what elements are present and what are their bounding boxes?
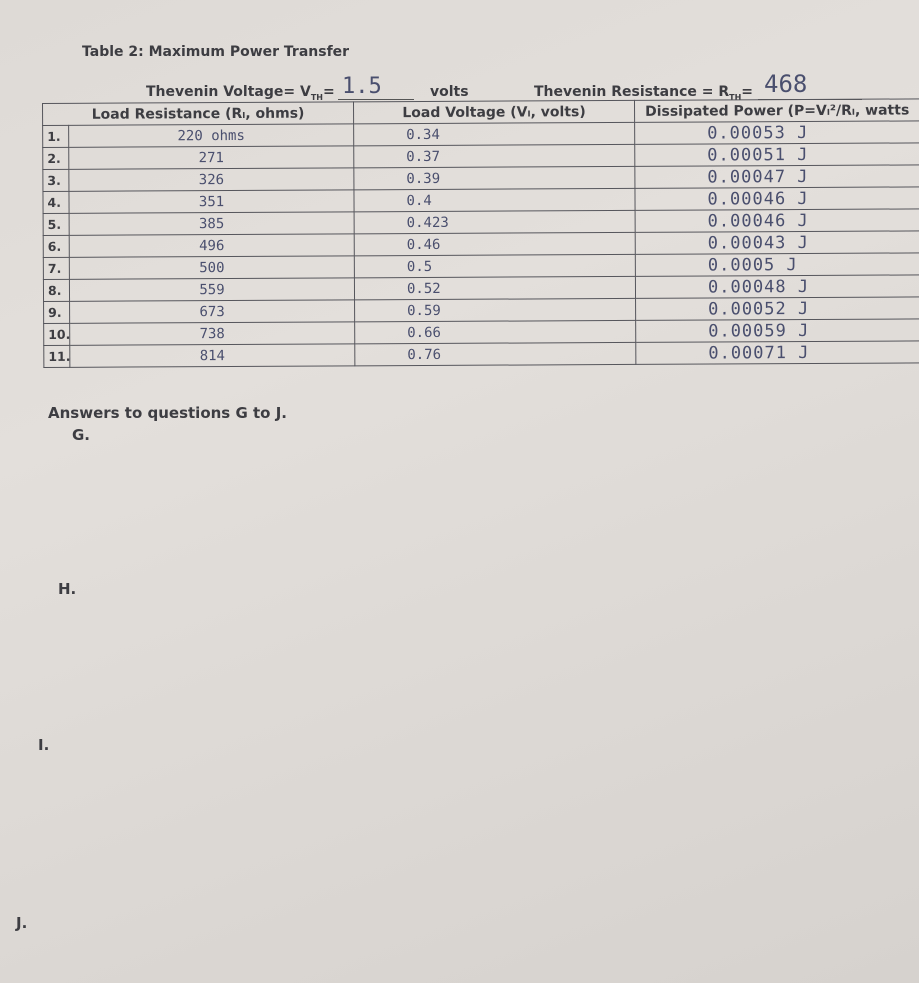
max-power-table <box>42 98 919 376</box>
row-number: 9. <box>44 301 70 323</box>
load-resistance-cell: 814 <box>70 344 355 367</box>
header-dissipated-power: Dissipated Power (P=Vₗ²/Rₗ, watts <box>634 99 919 123</box>
load-resistance-cell: 326 <box>69 168 354 191</box>
load-voltage-cell: 0.4 <box>354 188 635 211</box>
load-voltage-cell: 0.423 <box>354 210 635 233</box>
dissipated-power-cell: 0.00047 J <box>635 165 919 189</box>
load-resistance-cell: 496 <box>69 234 354 257</box>
thevenin-resistance-value: 468 <box>764 70 808 98</box>
load-voltage-cell: 0.34 <box>354 122 635 145</box>
load-resistance-cell: 673 <box>70 300 355 323</box>
dissipated-power-cell: 0.00051 J <box>635 143 919 167</box>
load-voltage-cell: 0.39 <box>354 166 635 189</box>
row-number: 6. <box>43 235 69 257</box>
dissipated-power-cell: 0.00052 J <box>636 297 919 321</box>
row-number: 5. <box>43 213 69 235</box>
load-voltage-cell: 0.66 <box>355 320 636 343</box>
load-resistance-cell: 500 <box>69 256 354 279</box>
volts-unit-label: volts <box>430 84 469 100</box>
dissipated-power-cell: 0.00046 J <box>635 209 919 233</box>
header-load-voltage: Load Voltage (Vₗ, volts) <box>353 100 634 123</box>
thevenin-voltage-value: 1.5 <box>342 74 382 99</box>
thevenin-voltage-label: Thevenin Voltage= $V_{TH}=$ <box>146 84 335 102</box>
load-resistance-cell: 220 ohms <box>69 124 354 147</box>
load-voltage-cell: 0.37 <box>354 144 635 167</box>
load-resistance-cell: 385 <box>69 212 354 235</box>
row-number: 1. <box>43 125 69 147</box>
load-voltage-cell: 0.46 <box>354 232 635 255</box>
load-voltage-cell: 0.59 <box>355 298 636 321</box>
thevenin-voltage-blank-line <box>338 99 414 100</box>
question-h-label: H. <box>58 580 77 598</box>
row-number: 3. <box>43 169 69 191</box>
dissipated-power-cell: 0.00046 J <box>635 187 919 211</box>
load-voltage-cell: 0.52 <box>354 276 635 299</box>
row-number: 8. <box>43 279 69 301</box>
question-g-label: G. <box>72 426 91 444</box>
row-number: 11. <box>44 345 70 367</box>
header-load-resistance: Load Resistance (Rₗ, ohms) <box>43 102 354 126</box>
load-voltage-cell: 0.76 <box>355 342 636 365</box>
load-resistance-cell: 351 <box>69 190 354 213</box>
dissipated-power-cell: 0.0005 J <box>635 253 919 277</box>
question-j-label: J. <box>16 914 28 932</box>
row-number: 4. <box>43 191 69 213</box>
load-voltage-cell: 0.5 <box>354 254 635 277</box>
question-i-label: I. <box>38 736 50 754</box>
thevenin-resistance-label: Thevenin Resistance = $R_{TH}=$ <box>534 84 754 102</box>
dissipated-power-cell: 0.00043 J <box>635 231 919 255</box>
dissipated-power-cell: 0.00071 J <box>636 341 919 365</box>
dissipated-power-cell: 0.00059 J <box>636 319 919 343</box>
row-number: 2. <box>43 147 69 169</box>
row-number: 7. <box>43 257 69 279</box>
table-row <box>44 341 919 368</box>
load-resistance-cell: 559 <box>69 278 354 301</box>
answers-heading: Answers to questions G to J. <box>48 404 287 422</box>
dissipated-power-cell: 0.00053 J <box>635 121 919 145</box>
row-number: 10. <box>44 323 70 345</box>
load-resistance-cell: 738 <box>70 322 355 345</box>
load-resistance-cell: 271 <box>69 146 354 169</box>
dissipated-power-cell: 0.00048 J <box>635 275 919 299</box>
table-title: Table 2: Maximum Power Transfer <box>82 44 350 60</box>
